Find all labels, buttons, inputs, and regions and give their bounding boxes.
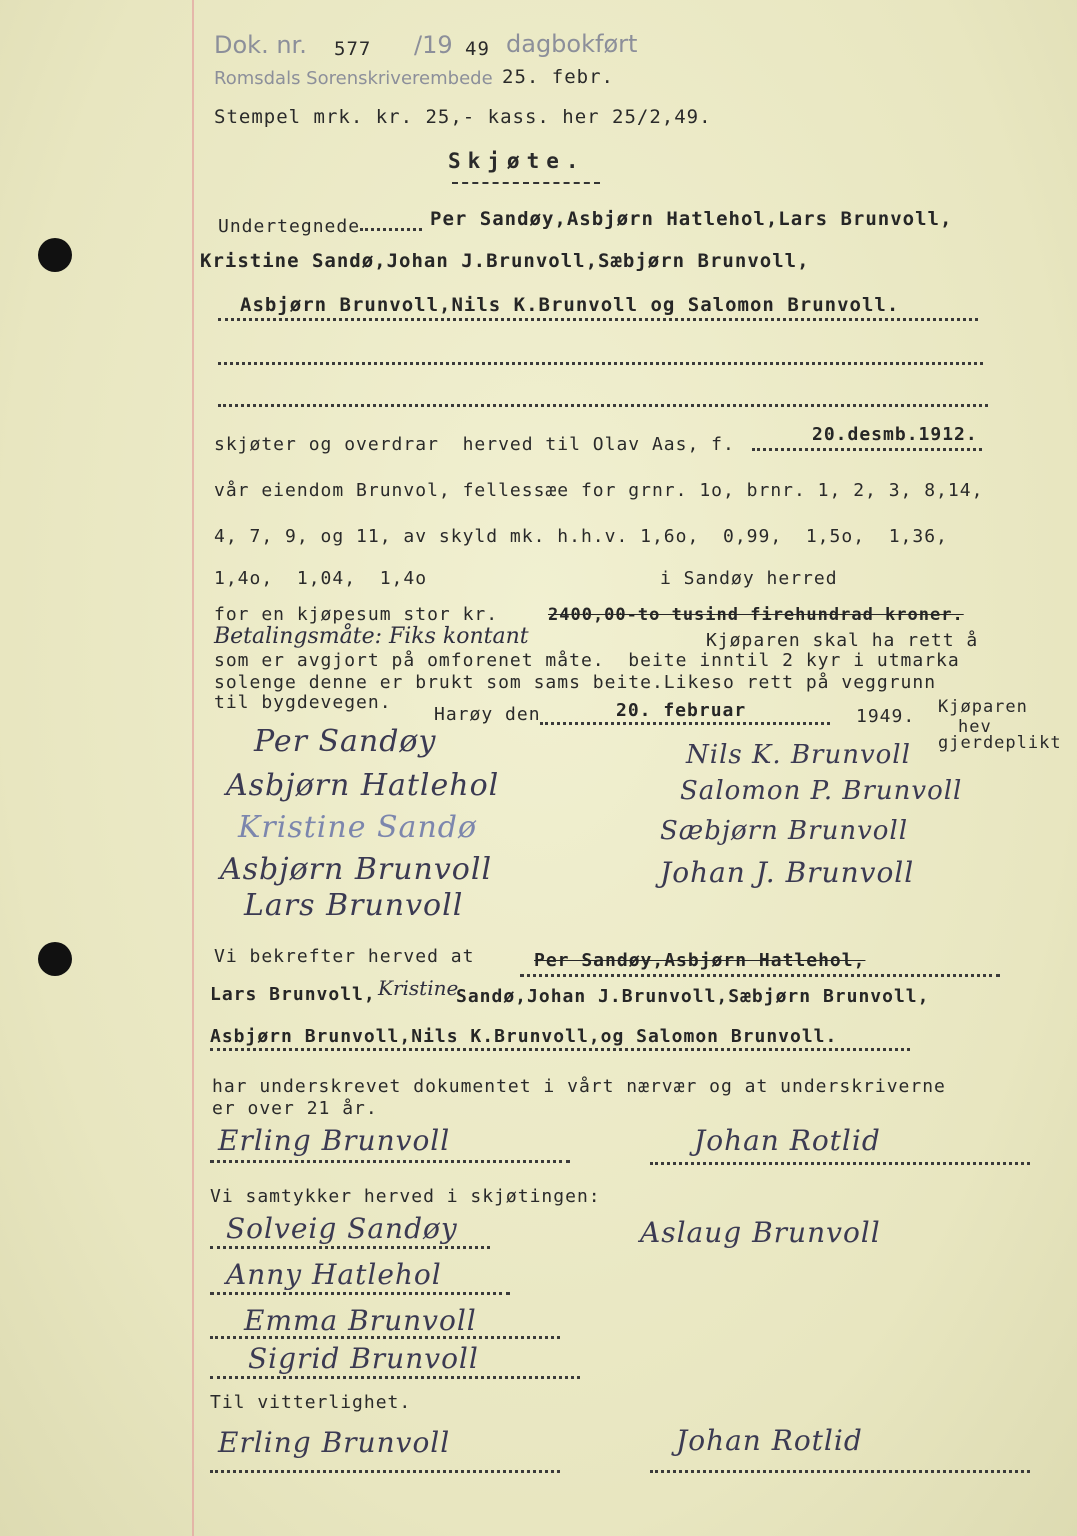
dot-leader	[210, 1470, 560, 1473]
signature-nils-k-brunvoll: Nils K. Brunvoll	[686, 740, 911, 770]
witness-statement-names-3: Asbjørn Brunvoll,Nils K.Brunvoll,og Salomon Brunvoll.	[210, 1026, 838, 1047]
property-line-2: 4, 7, 9, og 11, av skyld mk. h.h.v. 1,6o, 0,99, 1,5o, 1,36,	[214, 526, 948, 547]
herred-text: i Sandøy herred	[660, 568, 838, 589]
property-line-3: 1,4o, 1,04, 1,4o	[214, 568, 428, 589]
dot-leader	[210, 1160, 570, 1163]
stamp-fee-line: Stempel mrk. kr. 25,- kass. her 25/2,49.	[214, 106, 712, 128]
place-date-label: Harøy den	[434, 704, 541, 725]
note-hev: hev	[958, 717, 992, 737]
witness-statement-names-2a: Lars Brunvoll,	[210, 984, 376, 1005]
sellers-line-3: Asbjørn Brunvoll,Nils K.Brunvoll og Salomon Brunvoll.	[240, 294, 900, 316]
property-line-1: vår eiendom Brunvol, fellessæe for grnr. 1o, brnr. 1, 2, 3, 8,14,	[214, 480, 984, 501]
dot-leader	[360, 228, 422, 231]
clause-line-4: til bygdevegen.	[214, 692, 392, 713]
payment-method-handwritten: Betalingsmåte: Fiks kontant	[214, 624, 529, 649]
signature-lars-brunvoll: Lars Brunvoll	[244, 888, 464, 923]
title-underline	[452, 182, 600, 184]
buyer-birth-date: 20.desmb.1912.	[812, 424, 978, 445]
registration-date: 25. febr.	[502, 66, 614, 88]
dot-leader	[650, 1470, 1030, 1473]
signature-attest-johan-rotlid: Johan Rotlid	[676, 1424, 863, 1457]
clause-line-2: som er avgjort på omforenet måte. beite inntil 2 kyr i utmarka	[214, 650, 960, 671]
signature-kristine-sando: Kristine Sandø	[238, 810, 478, 845]
sellers-line-2: Kristine Sandø,Johan J.Brunvoll,Sæbjørn Brunvoll,	[200, 250, 810, 272]
signature-johan-j-brunvoll: Johan J. Brunvoll	[660, 856, 915, 889]
note-gjerdeplikt: gjerdeplikt	[938, 733, 1062, 753]
signature-emma-brunvoll: Emma Brunvoll	[244, 1304, 477, 1337]
signature-saebjorn-brunvoll: Sæbjørn Brunvoll	[660, 816, 909, 846]
year-prefix: /19	[414, 31, 453, 59]
dok-nr-label: Dok. nr.	[214, 31, 307, 59]
witness-statement-names-2b: Sandø,Johan J.Brunvoll,Sæbjørn Brunvoll,	[456, 986, 930, 1007]
signature-sigrid-brunvoll: Sigrid Brunvoll	[248, 1342, 479, 1375]
signature-salomon-brunvoll: Salomon P. Brunvoll	[680, 776, 963, 806]
dot-leader	[218, 318, 978, 321]
witness-statement-line-4: har underskrevet dokumentet i vårt nærvær og at underskriverne	[212, 1076, 946, 1097]
dot-leader	[210, 1246, 490, 1249]
witness-statement-names-1: Per Sandøy,Asbjørn Hatlehol,	[534, 950, 866, 971]
dot-leader	[218, 362, 983, 365]
punch-hole-top	[38, 238, 72, 272]
year-value: 49	[465, 38, 490, 60]
witness-statement-line-5: er over 21 år.	[212, 1098, 378, 1119]
witness-statement-line-1: Vi bekrefter herved at	[214, 946, 475, 967]
dot-leader	[520, 974, 1000, 977]
signature-attest-erling-brunvoll: Erling Brunvoll	[218, 1426, 451, 1459]
signature-asbjorn-brunvoll: Asbjørn Brunvoll	[220, 852, 493, 887]
signature-asbjorn-hatlehol: Asbjørn Hatlehol	[226, 768, 500, 803]
witness-statement-handwritten-name: Kristine	[378, 976, 459, 1000]
margin-rule	[192, 0, 194, 1536]
dot-leader	[210, 1336, 560, 1339]
document-title: Skjøte.	[448, 149, 586, 173]
dot-leader	[218, 404, 988, 407]
sellers-line-1: Per Sandøy,Asbjørn Hatlehol,Lars Brunvoll,	[430, 208, 953, 230]
attest-label: Til vitterlighet.	[210, 1392, 412, 1413]
note-kjoparen: Kjøparen	[938, 697, 1028, 717]
dot-leader	[650, 1162, 1030, 1165]
price-label: for en kjøpesum stor kr.	[214, 604, 499, 625]
dot-leader	[210, 1048, 910, 1051]
price-amount: 2400,00-to tusind firehundrad kroner.	[548, 605, 964, 625]
dok-nr-value: 577	[334, 38, 372, 60]
place-date-year: 1949.	[856, 706, 916, 727]
conveyance-line: skjøter og overdrar herved til Olav Aas, f.	[214, 434, 735, 455]
place-date-value: 20. februar	[616, 700, 747, 721]
signature-anny-hatlehol: Anny Hatlehol	[226, 1258, 442, 1291]
dot-leader	[540, 722, 830, 725]
signature-erling-brunvoll: Erling Brunvoll	[218, 1124, 451, 1157]
dot-leader	[210, 1376, 580, 1379]
punch-hole-bottom	[38, 942, 72, 976]
consent-label: Vi samtykker herved i skjøtingen:	[210, 1186, 601, 1207]
clause-line-1: Kjøparen skal ha rett å	[706, 630, 979, 651]
sellers-label: Undertegnede	[218, 216, 361, 237]
clause-line-3: solenge denne er brukt som sams beite.Likeso rett på veggrunn	[214, 672, 937, 693]
signature-solveig-sandoy: Solveig Sandøy	[226, 1212, 458, 1245]
office-stamp: Romsdals Sorenskriverembede	[214, 68, 493, 89]
dagbok-label: dagbokført	[506, 30, 638, 58]
signature-per-sandoy: Per Sandøy	[254, 724, 437, 759]
signature-aslaug-brunvoll: Aslaug Brunvoll	[640, 1216, 881, 1249]
dot-leader	[752, 448, 982, 451]
dot-leader	[210, 1292, 510, 1295]
signature-johan-rotlid: Johan Rotlid	[694, 1124, 881, 1157]
